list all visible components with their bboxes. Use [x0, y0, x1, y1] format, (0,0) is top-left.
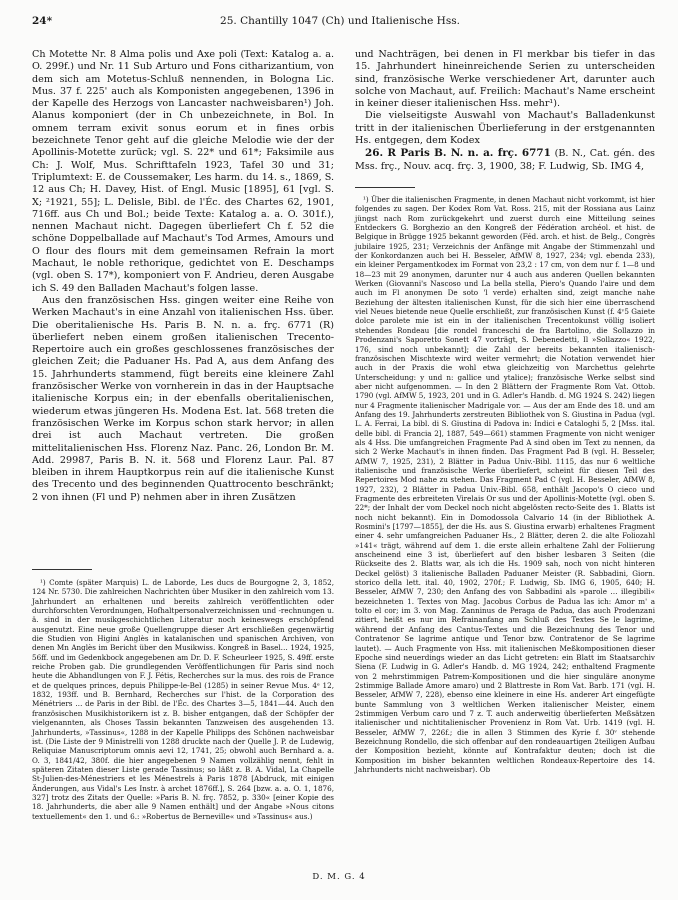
footnote-right [355, 195, 655, 774]
section-heading: 26. R Paris B. N. n. a. frç. 6771 [365, 147, 551, 160]
footnote-left [32, 578, 334, 821]
footnote-left-text: ¹) Comte (später Marquis) L. de Laborde, Les ducs de Bourgogne 2, 3, 1852, 124 Nr. 5730. Die zahlreichen Nachrichten über Musiker in den zahlreich vom 13. Jahrhundert an erhaltenen und bereits zahlreich veröffentlichten oder durchforschten Verordnungen, Hofhaltpersonalverzeichnissen und -rechnungen u. ä. sind in der musikgeschichtlichen Literatur noch keineswegs erschöpfend ausgenutzt. Eine neue große Quellengruppe dieser Art erschließen gegenwärtig die Studien von Higini Anglès in katalanischen und spanischen Archiven, von denen Mn Anglès im Bericht über den Musikwiss. Kongreß in Basel… 1924, 1925, 56ff. und im Gedenkbock angegebenen am Dr. D. F. Scheurleer 1925, S. 49ff. erste reiche Proben gab. Die grundlegenden Veröffentlichungen für Paris sind noch heute die Abhandlungen von F. J. Fétis, Recherches sur la mus. des rois de France et de quelques princes, depuis Philippe-le-Bel (1285) in seiner Revue Mus. 4ᵉ 12, 1832, 193ff. und B. Bernhard, Recherches sur l'hist. de la Corporation des Ménétriers … de Paris in der Bibl. de l'Éc. des Chartes 3—5, 1841—44. Auch den französischen Musikhistorikern ist z. B. bisher entgangen, daß der Schöpfer der vielgenannten, als Choses Tassin bekannten Tanzweisen des ausgehenden 13. Jahrhunderts, »Tassinus«, 1288 in der Kapelle Philipps des Schönen nachweisbar ist. (Die Liste der 9 Ministrelli von 1288 druckte nach der Quelle J. P. de Ludewig, Reliquiae Manuscriptorum omnis aevi 12, 1741, 25; obwohl auch Bernhard a. a. O. 3, 1841/42, 380f. die hier angegebenen 9 Namen vollzählig nennt, fehlt in späteren Zitaten dieser Liste gerade Tassinus; so läßt z. B. A. Vidal, La Chapelle St-Julien-des-Ménestriers et les Ménestrels à Paris 1878 [Abdruck, mit einigen Änderungen, aus Vidal's Les Instr. à archet 1876ff.], S. 264 [bzw. a. a. O. 1, 1876, 327] trotz des Zitats der Quelle: »Paris B. N. frç. 7852, p. 330« [einer Kopie des 18. Jahrhunderts, die aber alle 9 Namen enthält] und der Angabe »Nous citons textuellement« den 1. und 6.: »Robertus de Berneville« und »Tassinus« aus.) [32, 578, 334, 821]
page-header [32, 15, 648, 33]
left-paragraph-1: Ch Motette Nr. 8 Alma polis und Axe poli (Text: Katalog a. a. O. 299f.) und Nr. 11 Sub Arturo und Fons citharizantium, von dem sich am Motetus-Schluß nennenden, in Bologna Lic. Mus. 37 f. 225' auch als Komponisten angegebenen, 1396 in der Kapelle des Herzogs von Lancaster nachweisbaren¹) Joh. Alanus komponiert (der in Ch unbezeichnete, in Bol. In omnem terram exivit sonus eorum et in fines orbis bezeichnete Tenor geht auf die gleiche Melodie wie der der Apollinis-Motette zurück; vgl. S. 22* und 61*; Faksimile aus Ch: J. Wolf, Mus. Schrifttafeln 1923, Tafel 30 und 31; Triplumtext: E. de Coussemaker, Les harm. du 14. s., 1869, S. 12 aus Ch; H. Davey, Hist. of Engl. Music [1895], 61 [vgl. S. X; ²1921, 55]; L. Delisle, Bibl. de l'Éc. des Chartes 62, 1901, 716ff. aus Ch und Bol.; beide Texte: Katalog a. a. O. 301f.), nennen Machaut nicht. Dagegen überliefert Ch f. 52 die schöne Doppelballade auf Machaut's Tod Armes, Amours und O flour des flours mit dem gemeinsamen Refrain la mort Machaut, le noble rethorique, gedichtet von E. Deschamps (vgl. oben S. 17*), komponiert von F. Andrieu, deren Ausgabe ich S. 49 den Balladen Machaut's folgen lasse. [32, 49, 334, 294]
right-column [355, 49, 655, 173]
left-column [32, 49, 334, 504]
left-paragraph-2: Aus den französischen Hss. gingen weiter eine Reihe von Werken Machaut's in eine Anzahl von italienischen Hss. über. Die oberitalienische Hs. Paris B. N. n. a. frç. 6771 (R) überliefert neben einem großen italienischen Trecento-Repertoire auch ein großes geschlossenes französisches der gleichen Zeit; die Paduaner Hs. Pad A, aus dem Anfang des 15. Jahrhunderts stammend, fügt bereits eine kleinere Zahl französischer Werke von vornherein in das in der Hauptsache italienische Korpus ein; in der ebenfalls oberitalienischen, wiederum etwas jüngeren Hs. Modena Est. lat. 568 treten die französischen Werke im Korpus schon stark hervor; in allen drei ist auch Machaut vertreten. Die großen mittelitalienischen Hss. Florenz Naz. Panc. 26, London Br. M. Add. 29987, Paris B. N. it. 568 und Florenz Laur. Pal. 87 bleiben in ihrem Hauptkorpus rein auf die italienische Kunst des Trecento und des beginnenden Quattrocento beschränkt; 2 von ihnen (Fl und P) nehmen aber in ihren Zusätzen [32, 294, 334, 503]
footnote-separator-left [32, 569, 92, 570]
page-number: 24* [32, 15, 53, 27]
footnote-separator-right [355, 187, 415, 188]
section-heading-continuation: (B. N., Cat. gén. des Mss. frç., Nouv. acq. frç. 3, 1900, 38; F. Ludwig, Sb. IMG 4, [355, 148, 655, 172]
printer-signature: D. M. G. 4 [312, 872, 366, 882]
section-26 [355, 147, 655, 173]
running-title: 25. Chantilly 1047 (Ch) und Italienische Hss. [220, 15, 460, 27]
footnote-right-text: ¹) Über die italienischen Fragmente, in denen Machaut nicht vorkommt, ist hier folgendes zu sagen. Der Kodex Rom Vat. Ross. 215, mit der Rossiana aus Lainz jüngst nach Rom zurückgekehrt und zuerst durch eine Mitteilung seines Entdeckers G. Borghezio an den Kongreß der Fédération archéol. et hist. de Belgique in Brügge 1925 bekannt geworden (Féd. arch. et hist. de Belg., Congrès jubilaire 1925, 231; Verzeichnis der Anfänge mit Angabe der Stimmenzahl und der Konkordanzen auch bei H. Besseler, AfMW 8, 1927, 234; vgl. ebenda 233), ein kleiner Pergamentkodex im Format von 23,2 : 17 cm, von dem nur f. 1—8 und 18—23 mit 29 anonymen, darunter nur 4 auch aus anderen Quellen bekannten Werken (Giovanni's Nascoso und La bella stella, Piero's Quando l'aire und dem auch im Fl anonymen De soto 'l verde) erhalten sind, zeigt manche nahe Beziehung der ältesten italienischen Kunst, für die sich hier eine überraschend viel Neues bietende neue Quelle erschließt, zur französischen Kunst (f. 4ᵛ5 Gaiete dolce parolete mie ist ein in der italienischen Trecentokunst völlig isoliert stehendes Rondeau [die rondel franceschi de fra Bartolino, die Sollazzo in Prodenzani's Saporetto Sonett 47 vorträgt, S. Debenedetti, Il »Sollazzo« 1922, 176, sind noch unbekannt]; die Zahl der bereits bekannten italienisch-französischen Mischtexte wird weiter vermehrt; die Notation verwendet hier auch in der Praxis die wohl etwa gleichzeitig von Marchettus gelehrte Unterscheidung: y und n: gallice und ytalice); französische Werke selbst sind aber nicht aufgenommen. — In den 2 Blättern der Fragmente Rom Vat. Ottob. 1790 (vgl. AfMW 5, 1923, 201 und in G. Adler's Handb. d. MG 1924 S. 242) liegen nur 4 Fragmente italienischer Madrigale vor. — Aus der am Ende des 18. und am Anfang des 19. Jahrhunderts zerstreuten Bibliothek von S. Giustina in Padua (vgl. L. A. Ferrai, La bibl. di S. Giustina di Padova in: Indici e Cataloghi 5, 2 [Mss. ital. delle bibl. di Francia 2], 1887, 549—661) stammen Fragmente von nicht weniger als 4 Hss. Die umfangreichen Fragmente Pad A sind oben im Text zu nennen, da sich 2 Werke Machaut's in ihnen finden. Das Fragment Pad B (vgl. H. Besseler, AfMW 7, 1925, 231), 2 Blätter in Padua Univ.-Bibl. 1115, das nur 6 weltliche italienische und französische Werke überliefert, scheint für diesen Teil des Repertoires Mod nahe zu stehen. Das Fragment Pad C (vgl. H. Besseler, AfMW 8, 1927, 232), 2 Blätter in Padua Univ.-Bibl. 658, enthält Jacopo's O cieco und Fragmente des erbreiteten Virelais Or sus und der Apollinis-Motette (vgl. oben S. 22*; der Inhalt der vom Deckel noch nicht abgelösten recto-Seite des 1. Blatts ist noch nicht bekannt). Ein in Domodossola Calvario 14 (in der Bibliothek A. Rosmini's [1797—1855], der die Hs. aus S. Giustina erwarb) erhaltenes Fragment einer 4. sehr umfangreichen Paduaner Hs., 2 Blätter, deren 2. die alte Foliozahl »141« trägt, während auf dem 1. die erste allein erhaltene Zahl der Foliierung anscheinend eine 3 ist, überliefert auf den bisher lesbaren 3 Seiten (die Rückseite des 2. Blatts war, als ich die Hs. 1909 sah, noch von nicht hinteren Deckel gelöst) 3 italienische Balladen Paduaner Meister (R. Sabbadini, Giorn. storico della lett. ital. 40, 1902, 270f.; F. Ludwig, Sb. IMG 6, 1905, 640; H. Besseler, AfMW 7, 230; den Anfang des von Sabbadini als »parole … illegibili« bezeichneten 1. Textes von Mag. Jacobus Corbus de Padua las ich: Amor m' a tolto el cor; im 3. von Mag. Zanninus de Peraga de Padua, das auch Prodenzani zitiert, heißt es nur im Refrainanfang am Schluß des Textes Se le lagrime, während der Anfang des Cantus-Textes und die Bezeichnung des Tenor und Contratenor Se lagrime antique und Tenor bzw. Contratenor de Se lagrime lautet). — Auch Fragmente von Hss. mit italienischen Meßkompositionen dieser Epoche sind neuerdings wieder an das Licht getreten: ein Blatt im Staatsarchiv Siena (F. Ludwig in G. Adler's Handb. d. MG 1924, 242; enthaltend Fragmente von 2 mehrstimmigen Patrem-Kompositionen und die hier singuläre anonyme 2stimmige Ballade Amore amaro) und 2 Blattreste in Rom Vat. Barb. 171 (vgl. H. Besseler, AfMW 7, 228), ebenso eine kleinere in eine Hs. anderer Art eingefügte bunte Sammlung von 3 weltlichen Werken italienischer Meister, einem 2stimmigen Verbum caro und 7 z. T. auch anderweitig überlieferten Meßsätzen italienischer und nichtitalienischer Provenienz in Rom Vat. Urb. 1419 (vgl. H. Besseler, AfMW 7, 226f.; die in allen 3 Stimmen des Kyrie f. 30ᵛ stehende Bezeichnung Rondello, die sich offenbar auf den rondeauartigen 2teiligen Aufbau der Komposition bezieht, könnte auf Kontrafaktur deuten; doch ist die Komposition im bisher bekannten weltlichen Rondeaux-Repertoire des 14. Jahrhunderts nicht nachweisbar). Ob [355, 195, 655, 774]
right-paragraph-2: Die vielseitigste Auswahl von Machaut's Balladenkunst tritt in der italienischen Überlieferung in der erstgenannten Hs. entgegen, dem Kodex [355, 110, 655, 147]
right-paragraph-1: und Nachträgen, bei denen in Fl merkbar bis tiefer in das 15. Jahrhundert hineinreichende Serien zu unterscheiden sind, französische Werke verschiedener Art, darunter auch solche von Machaut, auf. Freilich: Machaut's Name erscheint in keiner dieser italienischen Hss. mehr¹). [355, 49, 655, 110]
